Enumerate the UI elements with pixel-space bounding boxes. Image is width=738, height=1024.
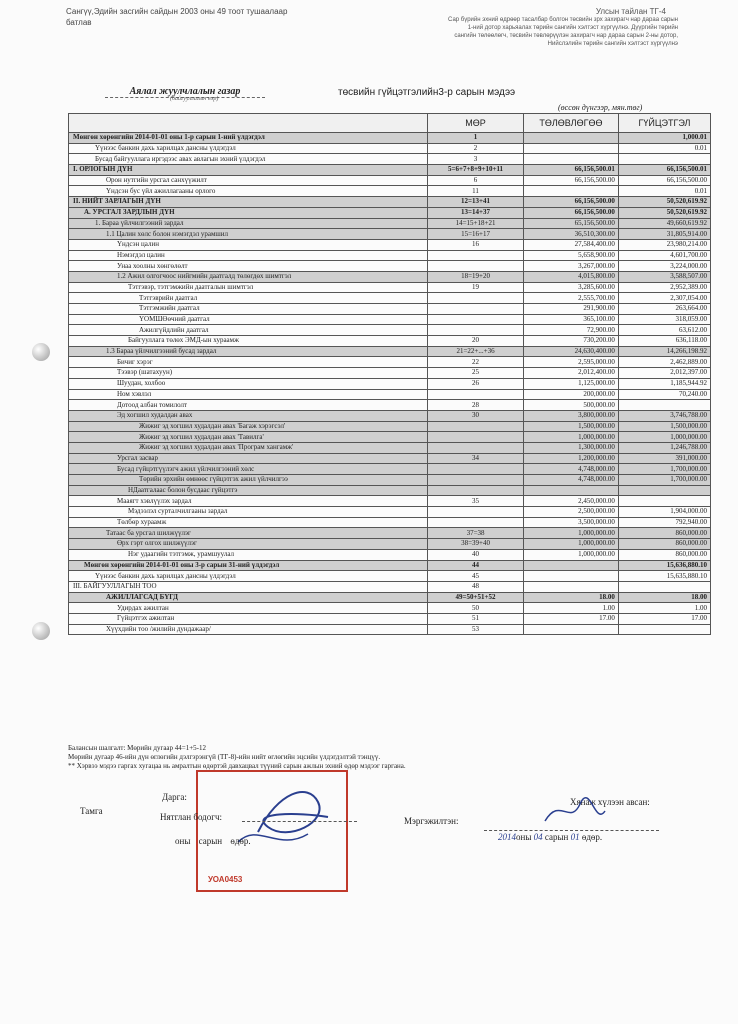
actual-value: 18.00 — [618, 592, 710, 603]
plan-value: 66,156,500.00 — [523, 175, 618, 186]
row-label: 1.1 Цалин хөлс болон нэмэгдэл урамшил — [69, 229, 428, 240]
date-template: оны сарын өдөр. — [175, 836, 251, 846]
plan-value: 200,000.00 — [523, 389, 618, 400]
row-label: 1.2 Ажил олгогчоос нийгмийн даатгалд төлөгдөх шимтгэл — [69, 271, 428, 282]
month-word: сарын — [544, 832, 569, 842]
actual-value — [618, 485, 710, 496]
plan-value: 3,267,000.00 — [523, 261, 618, 272]
row-number: 16 — [428, 239, 524, 250]
row-number: 35 — [428, 496, 524, 507]
row-label: Тээвэр (шатахуун) — [69, 368, 428, 379]
row-number: 45 — [428, 571, 524, 582]
plan-value: 3,800,000.00 — [523, 410, 618, 421]
row-number: 5=6+7+8+9+10+11 — [428, 165, 524, 176]
table-row — [69, 229, 711, 240]
row-number — [428, 250, 524, 261]
row-label: Төрийн эрхийн өмнөөс гүйцэтгэх ажил үйлчилгээ — [69, 475, 428, 486]
table-row — [69, 549, 711, 560]
actual-value: 70,240.00 — [618, 389, 710, 400]
actual-value — [618, 496, 710, 507]
actual-value: 15,636,880.10 — [618, 560, 710, 571]
row-label: Тэтгэврийн даатгал — [69, 293, 428, 304]
row-label: Байгууллага төлөх ЭМД-ын хураамж — [69, 336, 428, 347]
actual-value: 1,000,000.00 — [618, 432, 710, 443]
handwritten-day: 01 — [570, 832, 580, 842]
plan-value: 1,500,000.00 — [523, 421, 618, 432]
table-row — [69, 282, 711, 293]
actual-value — [618, 154, 710, 165]
row-number — [428, 432, 524, 443]
actual-value: 66,156,500.00 — [618, 175, 710, 186]
row-number — [428, 261, 524, 272]
actual-value: 860,000.00 — [618, 539, 710, 550]
plan-value — [523, 624, 618, 635]
actual-value: 2,012,397.00 — [618, 368, 710, 379]
plan-value: 24,630,400.00 — [523, 346, 618, 357]
plan-value: 291,900.00 — [523, 304, 618, 315]
row-label: Үүнээс банкин дахь харилцах дансны үлдэгдэл — [69, 143, 428, 154]
table-row — [69, 314, 711, 325]
plan-value — [523, 143, 618, 154]
table-row — [69, 325, 711, 336]
table-row — [69, 453, 711, 464]
plan-value: 4,015,800.00 — [523, 271, 618, 282]
handwritten-year: 2014 — [498, 832, 516, 842]
plan-value — [523, 186, 618, 197]
table-row — [69, 143, 711, 154]
row-number: 30 — [428, 410, 524, 421]
submission-instructions: Улсын тайлан ТГ-4 Сар бүрийн эхний өдрөөр тасалбар болгон төсвийн зрх захирагч нар дараа сарын 1-ний дотор харьяалах төрийн сангийн хэлтэст хүргүүлнэ. Дүүргийн төрийн сангийн төлөөлөгч, төсвийн төвлөрүүлэн захирагч нар дараа сарын 2-ны дотор, Нийслэлийн төрийн сангийн хэлтэст хүргүүлнэ — [398, 8, 678, 48]
plan-value — [523, 485, 618, 496]
director-label: Дарга: — [162, 792, 187, 802]
plan-value: 1,000,000.00 — [523, 539, 618, 550]
plan-value: 1,000,000.00 — [523, 432, 618, 443]
table-row — [69, 239, 711, 250]
stamp-code: УОА0453 — [208, 875, 243, 884]
row-label: Мөнгөн хөрөнгийн 2014-01-01 оны 3-р сарын 31-ний үлдэгдэл — [69, 560, 428, 571]
row-label: Гүйцэтгэх ажилтан — [69, 613, 428, 624]
header-row-number: МӨР — [428, 114, 524, 133]
row-number: 1 — [428, 133, 524, 144]
row-label: Эд хогшил худалдан авах — [69, 410, 428, 421]
row-number: 22 — [428, 357, 524, 368]
row-number: 18=19+20 — [428, 271, 524, 282]
row-number — [428, 442, 524, 453]
actual-value: 1,500,000.00 — [618, 421, 710, 432]
row-label: Урсгал засвар — [69, 453, 428, 464]
row-number: 37=38 — [428, 528, 524, 539]
row-label: Мааягт хэвлүүлэх зардал — [69, 496, 428, 507]
table-row — [69, 154, 711, 165]
row-number: 44 — [428, 560, 524, 571]
signature-scribble-icon — [198, 772, 342, 886]
table-row — [69, 539, 711, 550]
table-row — [69, 571, 711, 582]
table-row — [69, 197, 711, 208]
day-word: өдөр. — [581, 832, 603, 842]
specialist-label: Мэргэжилтэн: — [404, 816, 459, 826]
row-label: Үндсэн цалин — [69, 239, 428, 250]
actual-value: 860,000.00 — [618, 549, 710, 560]
row-number — [428, 421, 524, 432]
row-number: 38=39+40 — [428, 539, 524, 550]
row-label: Шуудан, холбоо — [69, 378, 428, 389]
table-row — [69, 175, 711, 186]
table-row — [69, 581, 711, 592]
row-number: 13=14+37 — [428, 207, 524, 218]
plan-value: 65,156,500.00 — [523, 218, 618, 229]
plan-value: 1,125,000.00 — [523, 378, 618, 389]
plan-value — [523, 133, 618, 144]
row-label: Бичиг хэрэг — [69, 357, 428, 368]
row-number: 53 — [428, 624, 524, 635]
table-row — [69, 218, 711, 229]
plan-value: 66,156,500.01 — [523, 165, 618, 176]
row-number: 15=16+17 — [428, 229, 524, 240]
table-row — [69, 368, 711, 379]
table-row — [69, 528, 711, 539]
row-number: 6 — [428, 175, 524, 186]
plan-value: 1.00 — [523, 603, 618, 614]
row-label: III. БАЙГУУЛЛАГЫН ТОО — [69, 581, 428, 592]
actual-value — [618, 624, 710, 635]
accountant-label: Нятглан бодогч: — [160, 812, 222, 822]
plan-value: 2,555,700.00 — [523, 293, 618, 304]
table-row — [69, 475, 711, 486]
row-label: Дотоод албан томилолт — [69, 400, 428, 411]
row-number: 48 — [428, 581, 524, 592]
table-row — [69, 507, 711, 518]
actual-value: 49,660,619.92 — [618, 218, 710, 229]
plan-value: 1,300,000.00 — [523, 442, 618, 453]
row-number — [428, 293, 524, 304]
plan-value: 27,584,400.00 — [523, 239, 618, 250]
specialist-signature-line — [484, 829, 659, 831]
punch-hole — [32, 343, 50, 361]
row-number: 20 — [428, 336, 524, 347]
row-label: Жижиг эд хогшил худалдан авах 'Програм хангамж' — [69, 442, 428, 453]
row-number: 49=50+51+52 — [428, 592, 524, 603]
plan-value: 2,450,000.00 — [523, 496, 618, 507]
year-word: оны — [516, 832, 532, 842]
row-number — [428, 475, 524, 486]
actual-value — [618, 581, 710, 592]
actual-value: 0.01 — [618, 143, 710, 154]
row-label: Тэтгэмжийн даатгал — [69, 304, 428, 315]
handwritten-month: 04 — [533, 832, 543, 842]
row-number — [428, 517, 524, 528]
actual-value: 3,746,788.00 — [618, 410, 710, 421]
signature-line — [242, 820, 357, 822]
row-label: Үүнээс банкин дахь харилцах дансны үлдэгдэл — [69, 571, 428, 582]
header-plan: ТӨЛӨВЛӨГӨӨ — [523, 114, 618, 133]
table-row — [69, 432, 711, 443]
plan-value: 2,500,000.00 — [523, 507, 618, 518]
row-label: ҮОМШӨөчний даатгал — [69, 314, 428, 325]
row-label: Орон нутгийн урсгал санхүүжилт — [69, 175, 428, 186]
row-label: Төлбөр хураамж — [69, 517, 428, 528]
row-label: Унаа хоолны хөнгөлөлт — [69, 261, 428, 272]
actual-value: 15,635,880.10 — [618, 571, 710, 582]
actual-value: 636,118.00 — [618, 336, 710, 347]
row-label: Бусад байгууллага иргэдээс авах авлагын эхний үлдэгдэл — [69, 154, 428, 165]
row-label: НДаатгалаас болон бусдаас гүйцэтгэ — [69, 485, 428, 496]
actual-value: 1.00 — [618, 603, 710, 614]
row-number — [428, 507, 524, 518]
actual-value: 1,000.01 — [618, 133, 710, 144]
plan-value: 4,748,000.00 — [523, 475, 618, 486]
table-row — [69, 485, 711, 496]
received-label: Хянаж хүлээн авсан: — [570, 797, 650, 807]
actual-value: 318,059.00 — [618, 314, 710, 325]
actual-value: 391,000.00 — [618, 453, 710, 464]
plan-value: 4,748,000.00 — [523, 464, 618, 475]
plan-value: 2,595,000.00 — [523, 357, 618, 368]
plan-value — [523, 154, 618, 165]
table-row — [69, 261, 711, 272]
plan-value: 72,900.00 — [523, 325, 618, 336]
actual-value: 2,307,054.00 — [618, 293, 710, 304]
row-label: I. ОРЛОГЫН ДҮН — [69, 165, 428, 176]
table-row — [69, 410, 711, 421]
plan-value: 3,285,600.00 — [523, 282, 618, 293]
document-title: төсвийн гүйцэтгэлийн3-р сарын мэдээ — [338, 87, 516, 98]
row-number: 50 — [428, 603, 524, 614]
actual-value: 14,266,198.92 — [618, 346, 710, 357]
table-row — [69, 250, 711, 261]
row-number — [428, 389, 524, 400]
header-label — [69, 114, 428, 133]
row-number: 34 — [428, 453, 524, 464]
row-number — [428, 464, 524, 475]
row-label: Нэмэгдэл цалин — [69, 250, 428, 261]
punch-hole — [32, 622, 50, 640]
plan-value: 66,156,500.00 — [523, 197, 618, 208]
actual-value: 1,246,788.00 — [618, 442, 710, 453]
row-number: 3 — [428, 154, 524, 165]
row-label: Хүүхдийн тоо /жилийн дундажаар/ — [69, 624, 428, 635]
row-number — [428, 325, 524, 336]
table-row — [69, 165, 711, 176]
plan-value: 3,500,000.00 — [523, 517, 618, 528]
actual-value: 1,700,000.00 — [618, 475, 710, 486]
row-number: 12=13+41 — [428, 197, 524, 208]
row-label: Удирдах ажилтан — [69, 603, 428, 614]
plan-value — [523, 560, 618, 571]
table-row — [69, 592, 711, 603]
plan-value: 1,000,000.00 — [523, 528, 618, 539]
organization-name: Аялал жуулчлалын газар — [105, 86, 265, 98]
footnotes: Балансын шалгалт: Мөрийн дугаар 44=1+5-12 Мөрийн дугаар 46-ийн дүн өглөгийн дэлгэрэнгүй (ТГ-8)-ийн нийт өглөгийн эцсийн үлдэгдэлтэй тэнцүү. ** Хэрвээ мэдээ гаргах хугацаа нь амралтын өдөртэй давхацвал түүний сарын ажлын эхний өдөр мэдээг гаргана. — [68, 744, 406, 770]
row-label: Жижиг эд хогшил худалдан авах 'Тавилга' — [69, 432, 428, 443]
row-label: Ажилгүйдлийн даатгал — [69, 325, 428, 336]
row-label: Тэтгэвэр, тэтгэмжийн даатгалын шимтгэл — [69, 282, 428, 293]
actual-value: 31,805,914.00 — [618, 229, 710, 240]
plan-value: 730,200.00 — [523, 336, 618, 347]
approval-note: Сангүү,Эдийн засгийн сайдын 2003 оны 49 тоот тушаалаар батлав — [66, 7, 288, 27]
actual-value: 860,000.00 — [618, 528, 710, 539]
table-row — [69, 133, 711, 144]
plan-value — [523, 581, 618, 592]
plan-value: 1,200,000.00 — [523, 453, 618, 464]
row-number: 14=15+18+21 — [428, 218, 524, 229]
plan-value: 36,510,300.00 — [523, 229, 618, 240]
actual-value: 3,224,000.00 — [618, 261, 710, 272]
table-row — [69, 624, 711, 635]
actual-value: 50,520,619.92 — [618, 197, 710, 208]
table-row — [69, 389, 711, 400]
table-row — [69, 207, 711, 218]
table-row — [69, 421, 711, 432]
table-row — [69, 496, 711, 507]
stamp-label: Тамга — [80, 806, 103, 816]
actual-value: 1,185,944.92 — [618, 378, 710, 389]
row-label: Өрх гэрт олгох шилжүүлэг — [69, 539, 428, 550]
row-label: А. УРСГАЛ ЗАРДЛЫН ДҮН — [69, 207, 428, 218]
row-label: 1.3 Бараа үйлчилгээний бусад зардал — [69, 346, 428, 357]
table-row — [69, 186, 711, 197]
table-row — [69, 517, 711, 528]
actual-value: 0.01 — [618, 186, 710, 197]
row-label: Үндсэн бус үйл ажиллагааны орлого — [69, 186, 428, 197]
row-number: 28 — [428, 400, 524, 411]
specialist-signature-icon — [540, 796, 610, 830]
row-number: 40 — [428, 549, 524, 560]
actual-value: 3,588,507.00 — [618, 271, 710, 282]
plan-value — [523, 571, 618, 582]
table-row — [69, 357, 711, 368]
table-row — [69, 603, 711, 614]
row-number: 25 — [428, 368, 524, 379]
plan-value: 365,100.00 — [523, 314, 618, 325]
table-row — [69, 271, 711, 282]
plan-value: 2,012,400.00 — [523, 368, 618, 379]
plan-value: 66,156,500.00 — [523, 207, 618, 218]
table-row — [69, 560, 711, 571]
actual-value: 2,462,889.00 — [618, 357, 710, 368]
row-label: Нэг удаагийн тэтгэмж, урамшуулал — [69, 549, 428, 560]
row-label: II. НИЙТ ЗАРЛАГЫН ДҮН — [69, 197, 428, 208]
actual-value: 263,664.00 — [618, 304, 710, 315]
row-label: Ном хэвлэл — [69, 389, 428, 400]
actual-value: 50,520,619.92 — [618, 207, 710, 218]
actual-value: 2,952,389.00 — [618, 282, 710, 293]
form-code: Улсын тайлан ТГ-4 — [595, 7, 666, 16]
table-row — [69, 464, 711, 475]
plan-value: 500,000.00 — [523, 400, 618, 411]
plan-value: 5,658,900.00 — [523, 250, 618, 261]
actual-value: 23,980,214.00 — [618, 239, 710, 250]
table-row — [69, 304, 711, 315]
table-row — [69, 293, 711, 304]
organization-caption: (байгууллагын нэр) — [170, 96, 219, 102]
actual-value: 1,700,000.00 — [618, 464, 710, 475]
row-number: 21=22+...+36 — [428, 346, 524, 357]
table-header — [69, 114, 711, 133]
actual-value: 1,904,000.00 — [618, 507, 710, 518]
actual-value — [618, 400, 710, 411]
row-label: Бусад гүйцэтгүүлэгч ажил үйлчилгээний хөлс — [69, 464, 428, 475]
receipt-date — [498, 832, 602, 842]
budget-table — [68, 113, 711, 635]
row-label: Татаас ба урсгал шилжүүлэг — [69, 528, 428, 539]
row-number — [428, 485, 524, 496]
actual-value: 63,612.00 — [618, 325, 710, 336]
row-number — [428, 304, 524, 315]
official-stamp — [196, 770, 348, 892]
table-row — [69, 336, 711, 347]
row-number — [428, 314, 524, 325]
row-number: 19 — [428, 282, 524, 293]
row-label: Мэдээлэл сурталчилгааны зардал — [69, 507, 428, 518]
row-number: 2 — [428, 143, 524, 154]
row-number: 26 — [428, 378, 524, 389]
plan-value: 18.00 — [523, 592, 618, 603]
table-row — [69, 378, 711, 389]
row-number: 51 — [428, 613, 524, 624]
actual-value: 66,156,500.01 — [618, 165, 710, 176]
actual-value: 792,940.00 — [618, 517, 710, 528]
table-row — [69, 442, 711, 453]
unit-note: (өссөн дүнгээр, мян.төг) — [558, 103, 643, 112]
table-row — [69, 400, 711, 411]
plan-value: 17.00 — [523, 613, 618, 624]
header-actual: ГҮЙЦЭТГЭЛ — [618, 114, 710, 133]
plan-value: 1,000,000.00 — [523, 549, 618, 560]
row-label: 1. Бараа үйлчилгээний зардал — [69, 218, 428, 229]
row-label: Мөнгөн хөрөнгийн 2014-01-01 оны 1-р сарын 1-ний үлдэгдэл — [69, 133, 428, 144]
actual-value: 4,601,700.00 — [618, 250, 710, 261]
row-label: Жижиг эд хогшил худалдан авах 'Багаж хэрэгсэл' — [69, 421, 428, 432]
row-label: АЖИЛЛАГСАД БҮГД — [69, 592, 428, 603]
row-number: 11 — [428, 186, 524, 197]
table-row — [69, 613, 711, 624]
table-row — [69, 346, 711, 357]
actual-value: 17.00 — [618, 613, 710, 624]
